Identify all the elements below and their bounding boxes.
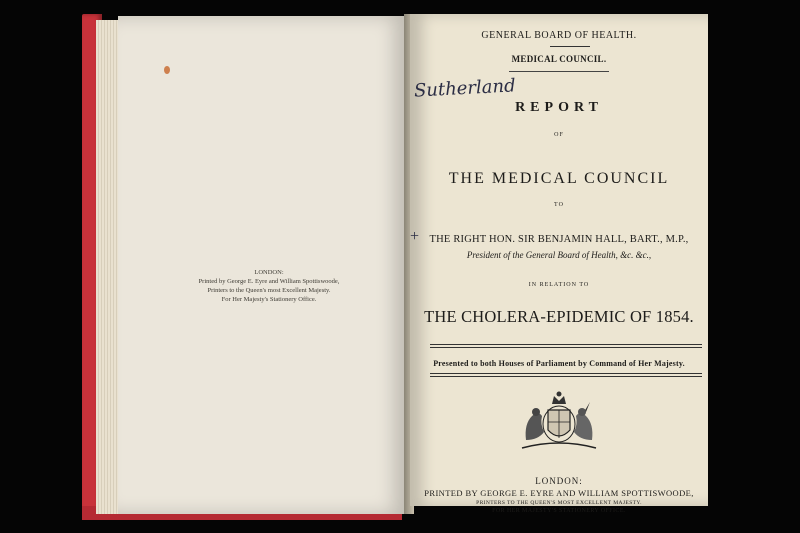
double-rule-bottom (430, 373, 702, 374)
handwritten-cross-mark: + (410, 228, 420, 245)
double-rule-top-2 (430, 347, 702, 348)
handwritten-signature: Sutherland (413, 75, 517, 102)
imprint-city: LONDON: (254, 269, 284, 276)
imprint-line-3: For Her Majesty's Stationery Office. (221, 296, 317, 303)
london-line: LONDON: (535, 476, 583, 486)
printed-by-line: PRINTED BY GEORGE E. EYRE AND WILLIAM SPOTTISWOODE, (424, 488, 694, 498)
recipient-line: THE RIGHT HON. SIR BENJAMIN HALL, BART., M.P., (429, 234, 689, 245)
office-line: FOR HER MAJESTY'S STATIONERY OFFICE. (492, 508, 626, 514)
left-page (118, 16, 408, 514)
heading-rule (550, 46, 590, 47)
title-page (410, 14, 708, 514)
president-line: President of the General Board of Health, &c. &c., (466, 250, 652, 260)
board-heading: GENERAL BOARD OF HEALTH. (481, 30, 637, 41)
to-text: TO (554, 202, 564, 208)
subject-title: THE CHOLERA-EPIDEMIC OF 1854. (424, 307, 694, 326)
report-title: REPORT (515, 100, 603, 115)
in-relation-text: IN RELATION TO (528, 282, 590, 288)
medical-council-title: THE MEDICAL COUNCIL (448, 170, 670, 187)
double-rule-bottom-2 (430, 376, 702, 377)
council-heading: MEDICAL COUNCIL. (511, 54, 607, 64)
foxing-stain (164, 66, 170, 74)
imprint-line-1: Printed by George E. Eyre and William Spottiswoode, (198, 278, 340, 285)
imprint-line-2: Printers to the Queen's most Excellent Majesty. (207, 287, 331, 294)
double-rule-top (430, 344, 702, 345)
royal-coat-of-arms-icon (516, 390, 602, 454)
of-text: OF (554, 132, 564, 138)
presented-line: Presented to both Houses of Parliament by Command of Her Majesty. (433, 359, 685, 368)
printers-line: PRINTERS TO THE QUEEN'S MOST EXCELLENT MAJESTY. (476, 500, 642, 506)
printer-imprint (174, 268, 364, 304)
